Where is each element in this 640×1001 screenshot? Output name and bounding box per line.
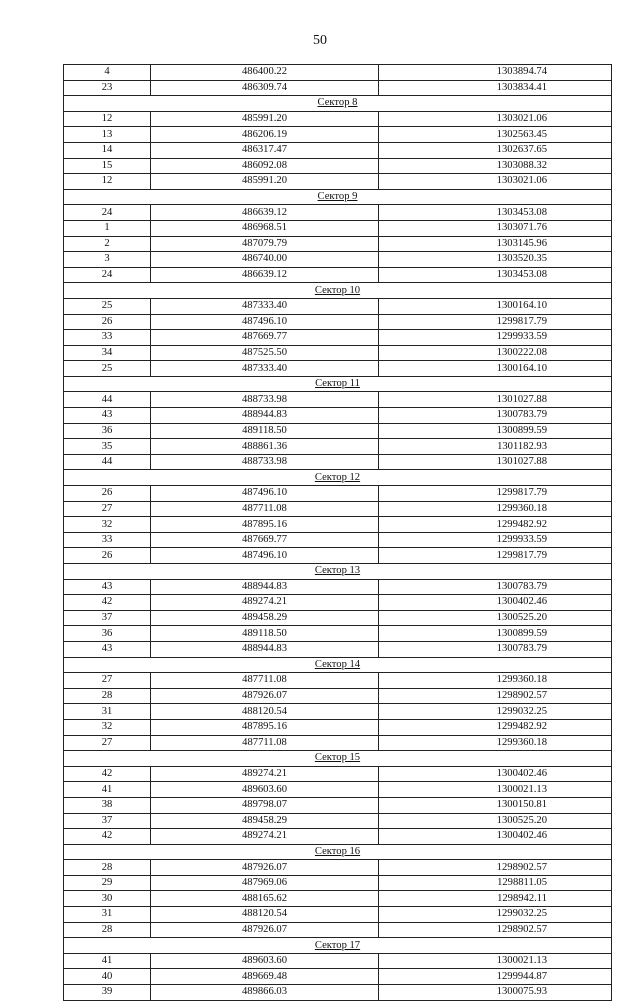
sector-header-row [64,844,612,860]
table-row [64,486,612,502]
point-number-cell: 24 [64,205,151,221]
x-coordinate-cell: 489866.03 [151,985,379,1001]
point-number-cell: 44 [64,454,151,470]
x-coordinate-cell: 486309.74 [151,80,379,96]
point-number-cell: 12 [64,111,151,127]
y-coordinate-cell: 1300402.46 [379,595,612,611]
table-row [64,782,612,798]
sector-title: Сектор 8 [317,97,358,109]
point-number-cell: 27 [64,735,151,751]
y-coordinate-cell: 1300021.13 [379,782,612,798]
point-number-cell: 31 [64,907,151,923]
point-number-cell: 28 [64,860,151,876]
y-coordinate-cell: 1302637.65 [379,142,612,158]
y-coordinate-cell: 1302563.45 [379,127,612,143]
point-number-cell: 25 [64,298,151,314]
point-number-cell: 42 [64,766,151,782]
point-number-cell: 27 [64,673,151,689]
x-coordinate-cell: 487711.08 [151,501,379,517]
y-coordinate-cell: 1303894.74 [379,65,612,81]
x-coordinate-cell: 489118.50 [151,423,379,439]
y-coordinate-cell: 1303021.06 [379,174,612,190]
table-row [64,673,612,689]
table-row [64,875,612,891]
y-coordinate-cell: 1303520.35 [379,252,612,268]
y-coordinate-cell: 1301027.88 [379,392,612,408]
x-coordinate-cell: 486092.08 [151,158,379,174]
sector-header-row [64,376,612,392]
y-coordinate-cell: 1300525.20 [379,610,612,626]
x-coordinate-cell: 487711.08 [151,673,379,689]
table-row [64,158,612,174]
x-coordinate-cell: 488861.36 [151,439,379,455]
point-number-cell: 34 [64,345,151,361]
table-row [64,610,612,626]
y-coordinate-cell: 1303021.06 [379,111,612,127]
sector-title: Сектор 13 [314,565,361,577]
table-row [64,127,612,143]
x-coordinate-cell: 488733.98 [151,392,379,408]
point-number-cell: 37 [64,610,151,626]
y-coordinate-cell: 1303453.08 [379,267,612,283]
table-row [64,142,612,158]
x-coordinate-cell: 489458.29 [151,610,379,626]
x-coordinate-cell: 489669.48 [151,969,379,985]
table-row [64,813,612,829]
y-coordinate-cell: 1298902.57 [379,688,612,704]
point-number-cell: 39 [64,985,151,1001]
sector-header-cell [64,376,612,392]
x-coordinate-cell: 487333.40 [151,298,379,314]
sector-header-cell [64,189,612,205]
y-coordinate-cell: 1300899.59 [379,423,612,439]
table-row [64,423,612,439]
point-number-cell: 35 [64,439,151,455]
sector-header-cell [64,283,612,299]
y-coordinate-cell: 1298902.57 [379,922,612,938]
y-coordinate-cell: 1300402.46 [379,766,612,782]
sector-header-row [64,564,612,580]
table-row [64,860,612,876]
x-coordinate-cell: 485991.20 [151,111,379,127]
x-coordinate-cell: 489274.21 [151,829,379,845]
y-coordinate-cell: 1299482.92 [379,719,612,735]
x-coordinate-cell: 489798.07 [151,797,379,813]
point-number-cell: 2 [64,236,151,252]
table-row [64,314,612,330]
x-coordinate-cell: 487079.79 [151,236,379,252]
table-row [64,797,612,813]
y-coordinate-cell: 1300899.59 [379,626,612,642]
x-coordinate-cell: 487711.08 [151,735,379,751]
table-row [64,361,612,377]
y-coordinate-cell: 1300783.79 [379,641,612,657]
table-row [64,408,612,424]
x-coordinate-cell: 486317.47 [151,142,379,158]
table-row [64,969,612,985]
x-coordinate-cell: 489274.21 [151,595,379,611]
sector-header-row [64,751,612,767]
x-coordinate-cell: 487895.16 [151,517,379,533]
x-coordinate-cell: 486740.00 [151,252,379,268]
point-number-cell: 12 [64,174,151,190]
table-row [64,953,612,969]
x-coordinate-cell: 488733.98 [151,454,379,470]
x-coordinate-cell: 487525.50 [151,345,379,361]
x-coordinate-cell: 489118.50 [151,626,379,642]
y-coordinate-cell: 1303071.76 [379,220,612,236]
table-row [64,392,612,408]
table-row [64,922,612,938]
y-coordinate-cell: 1299482.92 [379,517,612,533]
x-coordinate-cell: 487926.07 [151,922,379,938]
sector-title: Сектор 16 [314,845,361,857]
point-number-cell: 3 [64,252,151,268]
x-coordinate-cell: 486639.12 [151,205,379,221]
x-coordinate-cell: 489603.60 [151,953,379,969]
point-number-cell: 15 [64,158,151,174]
sector-header-cell [64,96,612,112]
sector-header-row [64,938,612,954]
table-row [64,298,612,314]
x-coordinate-cell: 487669.77 [151,532,379,548]
point-number-cell: 36 [64,423,151,439]
point-number-cell: 31 [64,704,151,720]
coordinates-table-body [64,65,612,1001]
point-number-cell: 13 [64,127,151,143]
sector-header-row [64,96,612,112]
sector-header-cell [64,751,612,767]
table-row [64,220,612,236]
y-coordinate-cell: 1300783.79 [379,579,612,595]
x-coordinate-cell: 488944.83 [151,579,379,595]
table-row [64,626,612,642]
y-coordinate-cell: 1299360.18 [379,735,612,751]
x-coordinate-cell: 487926.07 [151,688,379,704]
point-number-cell: 4 [64,65,151,81]
table-row [64,80,612,96]
point-number-cell: 41 [64,953,151,969]
sector-title: Сектор 14 [314,658,361,670]
point-number-cell: 32 [64,517,151,533]
x-coordinate-cell: 487496.10 [151,314,379,330]
x-coordinate-cell: 487969.06 [151,875,379,891]
x-coordinate-cell: 488944.83 [151,408,379,424]
point-number-cell: 26 [64,486,151,502]
y-coordinate-cell: 1300222.08 [379,345,612,361]
y-coordinate-cell: 1303088.32 [379,158,612,174]
x-coordinate-cell: 487496.10 [151,548,379,564]
y-coordinate-cell: 1300075.93 [379,985,612,1001]
y-coordinate-cell: 1299817.79 [379,548,612,564]
table-row [64,501,612,517]
y-coordinate-cell: 1301182.93 [379,439,612,455]
y-coordinate-cell: 1303453.08 [379,205,612,221]
y-coordinate-cell: 1303145.96 [379,236,612,252]
point-number-cell: 40 [64,969,151,985]
y-coordinate-cell: 1300402.46 [379,829,612,845]
table-row [64,205,612,221]
y-coordinate-cell: 1299817.79 [379,486,612,502]
table-row [64,345,612,361]
y-coordinate-cell: 1299933.59 [379,330,612,346]
table-row [64,688,612,704]
table-row [64,829,612,845]
sector-header-cell [64,657,612,673]
sector-header-cell [64,844,612,860]
table-row [64,891,612,907]
point-number-cell: 23 [64,80,151,96]
point-number-cell: 33 [64,330,151,346]
table-row [64,330,612,346]
y-coordinate-cell: 1299817.79 [379,314,612,330]
y-coordinate-cell: 1300150.81 [379,797,612,813]
x-coordinate-cell: 488165.62 [151,891,379,907]
table-row [64,267,612,283]
y-coordinate-cell: 1298811.05 [379,875,612,891]
sector-title: Сектор 10 [314,284,361,296]
point-number-cell: 26 [64,548,151,564]
y-coordinate-cell: 1303834.41 [379,80,612,96]
table-row [64,532,612,548]
table-row [64,641,612,657]
y-coordinate-cell: 1299360.18 [379,673,612,689]
point-number-cell: 36 [64,626,151,642]
table-row [64,766,612,782]
page-number: 50 [313,33,327,48]
x-coordinate-cell: 489603.60 [151,782,379,798]
point-number-cell: 25 [64,361,151,377]
x-coordinate-cell: 489274.21 [151,766,379,782]
table-row [64,111,612,127]
point-number-cell: 30 [64,891,151,907]
x-coordinate-cell: 488120.54 [151,704,379,720]
x-coordinate-cell: 487895.16 [151,719,379,735]
sector-header-row [64,657,612,673]
x-coordinate-cell: 487333.40 [151,361,379,377]
point-number-cell: 32 [64,719,151,735]
table-row [64,548,612,564]
x-coordinate-cell: 485991.20 [151,174,379,190]
point-number-cell: 24 [64,267,151,283]
point-number-cell: 43 [64,408,151,424]
y-coordinate-cell: 1298942.11 [379,891,612,907]
table-row [64,517,612,533]
y-coordinate-cell: 1299933.59 [379,532,612,548]
sector-title: Сектор 9 [317,191,358,203]
point-number-cell: 14 [64,142,151,158]
point-number-cell: 26 [64,314,151,330]
table-row [64,579,612,595]
y-coordinate-cell: 1300525.20 [379,813,612,829]
point-number-cell: 28 [64,688,151,704]
point-number-cell: 42 [64,595,151,611]
sector-header-cell [64,470,612,486]
point-number-cell: 37 [64,813,151,829]
x-coordinate-cell: 488944.83 [151,641,379,657]
point-number-cell: 29 [64,875,151,891]
table-row [64,65,612,81]
sector-title: Сектор 11 [315,378,360,390]
y-coordinate-cell: 1300021.13 [379,953,612,969]
x-coordinate-cell: 486206.19 [151,127,379,143]
point-number-cell: 41 [64,782,151,798]
point-number-cell: 43 [64,641,151,657]
x-coordinate-cell: 488120.54 [151,907,379,923]
y-coordinate-cell: 1299032.25 [379,907,612,923]
point-number-cell: 42 [64,829,151,845]
point-number-cell: 1 [64,220,151,236]
sector-header-cell [64,938,612,954]
table-row [64,454,612,470]
y-coordinate-cell: 1301027.88 [379,454,612,470]
x-coordinate-cell: 487496.10 [151,486,379,502]
sector-title: Сектор 12 [314,471,361,483]
sector-header-row [64,189,612,205]
table-row [64,907,612,923]
sector-header-cell [64,564,612,580]
point-number-cell: 44 [64,392,151,408]
table-row [64,252,612,268]
x-coordinate-cell: 486968.51 [151,220,379,236]
point-number-cell: 43 [64,579,151,595]
point-number-cell: 33 [64,532,151,548]
y-coordinate-cell: 1300164.10 [379,298,612,314]
point-number-cell: 28 [64,922,151,938]
y-coordinate-cell: 1299944.87 [379,969,612,985]
point-number-cell: 27 [64,501,151,517]
sector-title: Сектор 15 [314,752,361,764]
x-coordinate-cell: 489458.29 [151,813,379,829]
table-row [64,719,612,735]
table-row [64,704,612,720]
table-row [64,735,612,751]
y-coordinate-cell: 1299360.18 [379,501,612,517]
y-coordinate-cell: 1299032.25 [379,704,612,720]
y-coordinate-cell: 1300164.10 [379,361,612,377]
table-row [64,595,612,611]
table-row [64,985,612,1001]
y-coordinate-cell: 1298902.57 [379,860,612,876]
sector-title: Сектор 17 [314,939,361,951]
coordinates-table [63,64,612,1001]
sector-header-row [64,470,612,486]
y-coordinate-cell: 1300783.79 [379,408,612,424]
table-row [64,174,612,190]
table-row [64,439,612,455]
x-coordinate-cell: 486400.22 [151,65,379,81]
x-coordinate-cell: 487926.07 [151,860,379,876]
sector-header-row [64,283,612,299]
table-row [64,236,612,252]
x-coordinate-cell: 487669.77 [151,330,379,346]
x-coordinate-cell: 486639.12 [151,267,379,283]
point-number-cell: 38 [64,797,151,813]
